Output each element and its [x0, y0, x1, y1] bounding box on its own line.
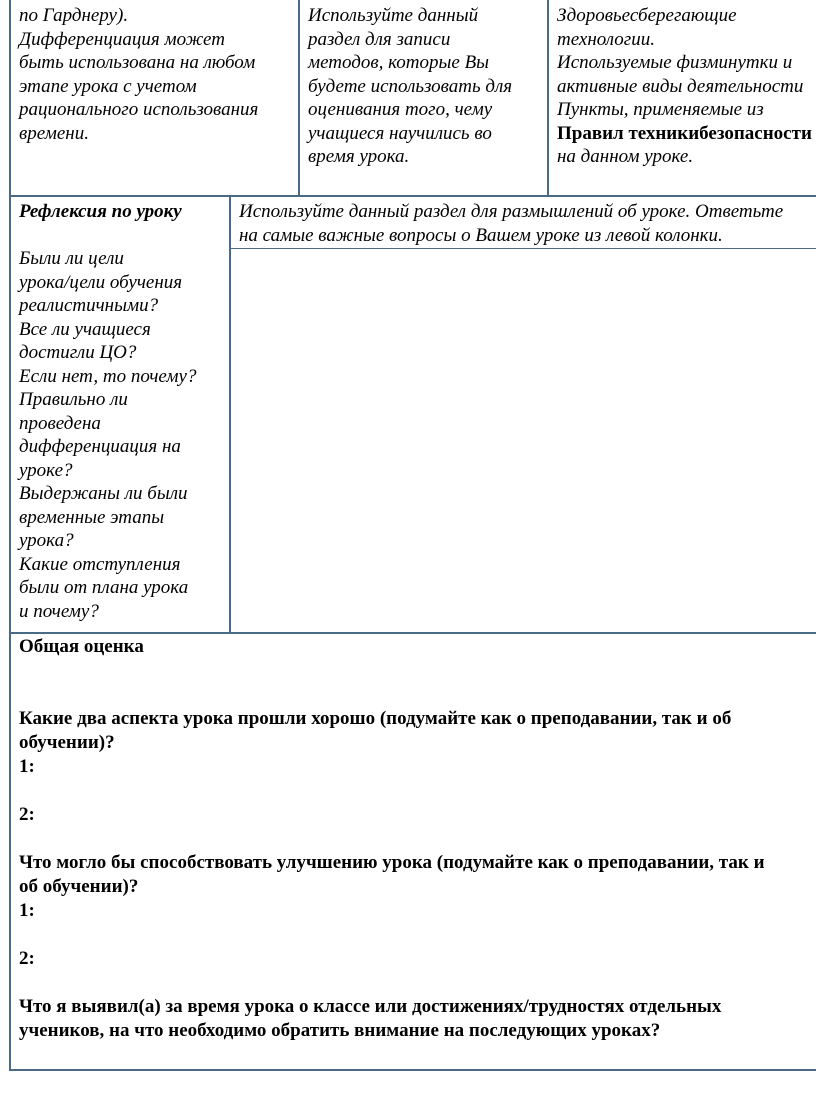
- question-class-observations-cont: учеников, на что необходимо обратить внимание на последующих уроках?: [19, 1020, 661, 1041]
- text-line: учащиеся научились во: [308, 122, 492, 144]
- spacer: [19, 971, 816, 995]
- reflection-title: Рефлексия по уроку: [19, 201, 182, 222]
- text-line: Используйте данный: [308, 5, 479, 26]
- spacer: [19, 923, 816, 947]
- question-class-observations: Что я выявил(а) за время урока о классе или достижениях/трудностях отдельных: [19, 996, 722, 1017]
- summary-title: Общая оценка: [19, 636, 144, 657]
- list-item: уроке?: [19, 459, 73, 481]
- list-item: Были ли цели: [19, 248, 124, 269]
- top-col-divider-1: [298, 0, 300, 196]
- answer-label-2: 2:: [19, 804, 35, 825]
- reflection-instruction: [239, 200, 816, 247]
- list-item: проведена: [19, 412, 101, 434]
- text-line: Используемые физминутки и: [557, 52, 793, 73]
- reflection-inner-divider: [230, 248, 816, 249]
- safety-rules-line: Правил техникибезопасности: [557, 122, 812, 144]
- row-divider-2: [9, 632, 816, 634]
- table-border-bottom: [9, 1069, 816, 1071]
- text-line: технологии.: [557, 28, 655, 50]
- text-line: методов, которые Вы: [308, 52, 490, 73]
- text-line: раздел для записи: [308, 28, 451, 50]
- text-line: на данном уроке.: [557, 146, 694, 167]
- answer-label-1: 1:: [19, 756, 35, 777]
- text-line: рационального использования: [19, 99, 259, 120]
- text-line: активные виды деятельности: [557, 75, 804, 97]
- text-line: на самые важные вопросы о Вашем уроке из левой колонки.: [239, 224, 723, 246]
- text-line: Используйте данный раздел для размышлений об уроке. Ответьте: [239, 201, 784, 222]
- question-improvements: Что могло бы способствовать улучшению урока (подумайте как о преподавании, так и: [19, 852, 765, 873]
- row-divider-1: [9, 195, 816, 197]
- answer-label-2: 2:: [19, 948, 35, 969]
- text-line: будете использовать для: [308, 75, 513, 97]
- answer-label-1: 1:: [19, 900, 35, 921]
- list-item: урока?: [19, 530, 74, 551]
- list-item: реалистичными?: [19, 295, 159, 316]
- list-item: Выдержаны ли были: [19, 483, 188, 504]
- list-item: урока/цели обучения: [19, 271, 183, 293]
- question-good-aspects-cont: обучении)?: [19, 732, 115, 753]
- text-line: быть использована на любом: [19, 52, 256, 73]
- text-line: времени.: [19, 122, 89, 144]
- list-item: были от плана урока: [19, 577, 189, 598]
- list-item: временные этапы: [19, 506, 165, 528]
- spacer: [19, 827, 816, 851]
- list-item: Правильно ли: [19, 389, 128, 410]
- list-item: дифференциация на: [19, 436, 181, 457]
- question-good-aspects: Какие два аспекта урока прошли хорошо (подумайте как о преподавании, так и об: [19, 708, 732, 729]
- text-line: этапе урока с учетом: [19, 75, 197, 97]
- list-item: достигли ЦО?: [19, 342, 137, 363]
- top-row-col2: [308, 4, 544, 169]
- text-line: Пункты, применяемые из: [557, 99, 764, 120]
- question-improvements-cont: об обучении)?: [19, 876, 139, 897]
- top-col-divider-2: [547, 0, 549, 196]
- spacer: [19, 659, 816, 707]
- list-item: Все ли учащиеся: [19, 318, 151, 340]
- reflection-questions-cell: [19, 200, 227, 623]
- spacer: [19, 224, 227, 248]
- top-row-col1: [19, 4, 294, 145]
- text-line: оценивания того, чему: [308, 99, 493, 120]
- reflection-answer-area[interactable]: [231, 250, 816, 632]
- list-item: Какие отступления: [19, 553, 181, 575]
- text-line: Дифференциация может: [19, 28, 225, 50]
- text-line: время урока.: [308, 146, 410, 167]
- reflection-question-list: [19, 247, 227, 623]
- text-line: Здоровьесберегающие: [557, 5, 737, 26]
- list-item: Если нет, то почему?: [19, 365, 197, 387]
- spacer: [19, 779, 816, 803]
- text-line: по Гарднеру).: [19, 5, 129, 26]
- summary-section: [19, 635, 816, 1043]
- list-item: и почему?: [19, 600, 99, 622]
- table-border-left: [9, 0, 11, 1071]
- top-row-col3: [557, 4, 816, 169]
